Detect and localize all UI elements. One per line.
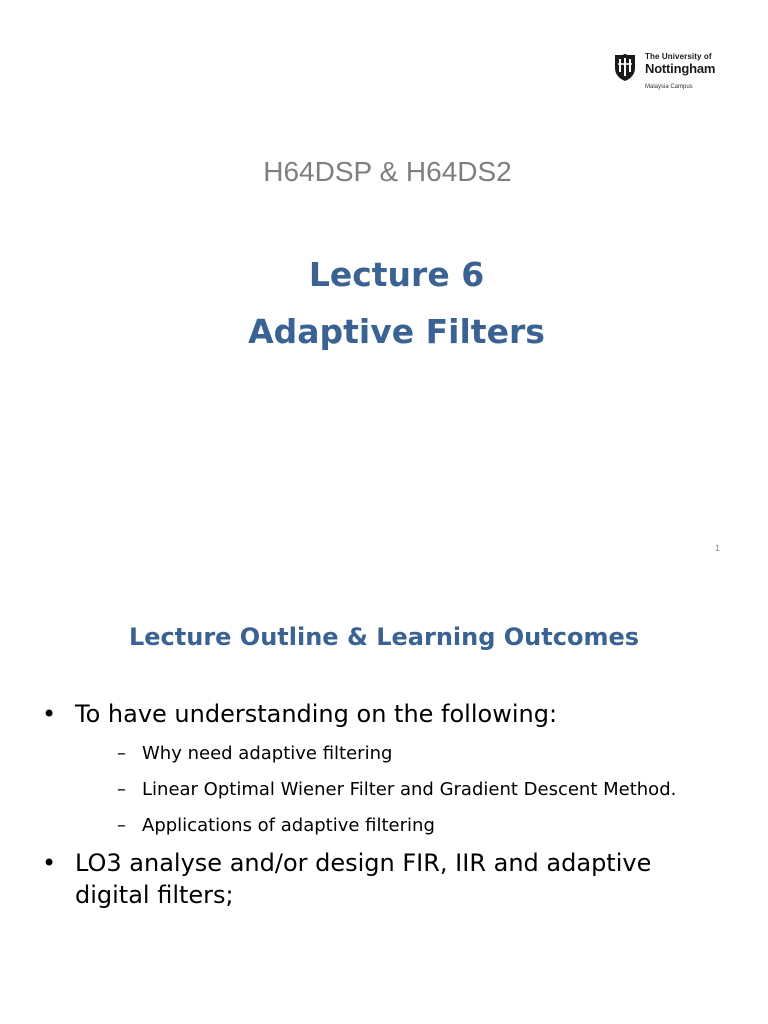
lecture-title (0, 246, 768, 360)
bullet-item (42, 847, 682, 911)
sub-bullet-list (75, 739, 682, 841)
lecture-number: Lecture 6 (308, 255, 485, 294)
bullet-text: To have understanding on the following: (75, 700, 558, 728)
university-crest-icon (612, 52, 638, 82)
logo-line-2: Nottingham (645, 61, 716, 76)
bullet-item (42, 698, 682, 841)
outline-bullets (42, 698, 682, 911)
sub-bullet-marker: – (117, 743, 126, 764)
course-code: H64DSP & H64DS2 (263, 156, 512, 187)
bullet-marker: • (42, 849, 57, 877)
slide-number: 1 (714, 543, 720, 553)
sub-bullet-marker: – (117, 815, 126, 836)
sub-bullet-text: Linear Optimal Wiener Filter and Gradient Descent Method. (142, 779, 677, 800)
sub-bullet-text: Applications of adaptive filtering (142, 815, 435, 836)
sub-bullet-item (75, 739, 682, 769)
sub-bullet-item (75, 775, 682, 805)
bullet-text: LO3 analyse and/or design FIR, IIR and adaptive digital filters; (75, 849, 652, 909)
sub-bullet-text: Why need adaptive filtering (142, 743, 393, 764)
outline-title: Lecture Outline & Learning Outcomes (128, 623, 640, 651)
sub-bullet-item (75, 811, 682, 841)
logo-campus: Malaysia Campus (645, 84, 693, 90)
slide-2 (0, 576, 768, 1024)
logo-wordmark (645, 53, 715, 75)
lecture-topic: Adaptive Filters (248, 312, 545, 351)
sub-bullet-marker: – (117, 779, 126, 800)
bullet-marker: • (42, 700, 57, 728)
university-logo (612, 50, 720, 96)
logo-line-1: The University of (645, 52, 712, 61)
